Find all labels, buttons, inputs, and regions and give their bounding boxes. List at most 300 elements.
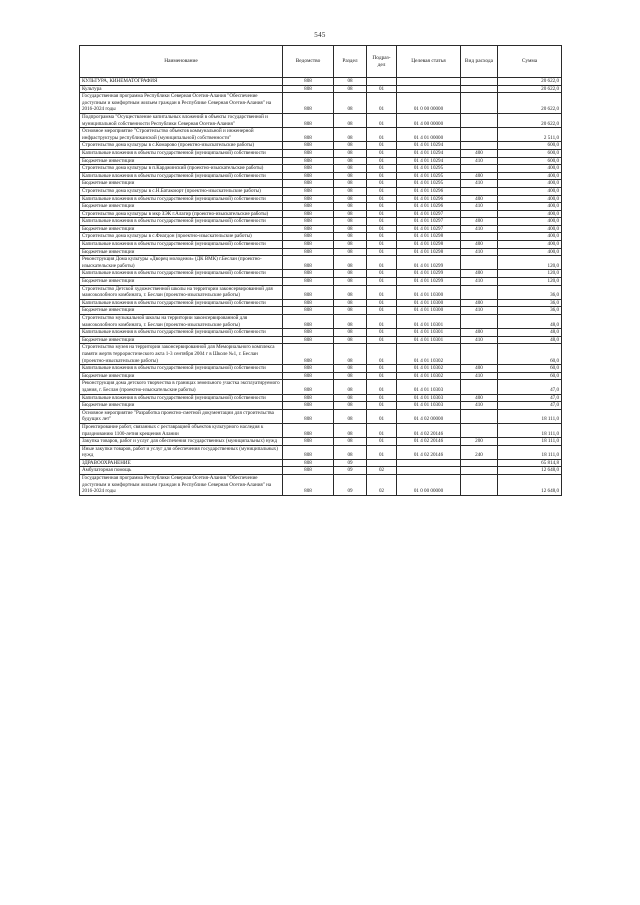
- header-razdel: Раздел: [334, 46, 367, 78]
- table-row: [80, 475, 562, 496]
- cell-target: 01 4 01 10298: [397, 248, 461, 256]
- cell-vedomstvo: 808: [283, 195, 334, 203]
- table-row: [80, 438, 562, 446]
- cell-sum: 600,0: [498, 149, 562, 157]
- cell-podrazdel: 01: [367, 128, 397, 142]
- cell-sum: 36,0: [498, 285, 562, 299]
- cell-name: КУЛЬТУРА, КИНЕМАТОГРАФИЯ: [80, 78, 283, 86]
- cell-target: 01 4 01 10294: [397, 149, 461, 157]
- cell-podrazdel: 01: [367, 180, 397, 188]
- table-row: [80, 467, 562, 475]
- cell-target: 01 4 01 10302: [397, 365, 461, 373]
- cell-razdel: 08: [334, 278, 367, 286]
- cell-sum: 48,0: [498, 329, 562, 337]
- cell-target: 01 4 01 10294: [397, 157, 461, 165]
- cell-razdel: 08: [334, 218, 367, 226]
- cell-name: Подпрограмма "Осуществление капитальных вложений в объекты государственной и муниципальной собственности Республики Северная Осетия-Алания": [80, 113, 283, 127]
- cell-sum: 120,0: [498, 278, 562, 286]
- cell-vedomstvo: 808: [283, 475, 334, 496]
- cell-podrazdel: 01: [367, 210, 397, 218]
- cell-sum: 20 622,0: [498, 85, 562, 93]
- cell-podrazdel: 01: [367, 445, 397, 459]
- cell-name: Капитальные вложения в объекты государственной (муниципальной) собственности: [80, 149, 283, 157]
- cell-vid: 410: [461, 248, 498, 256]
- cell-target: 01 4 01 10303: [397, 394, 461, 402]
- cell-target: [397, 78, 461, 86]
- cell-target: 01 4 01 10301: [397, 329, 461, 337]
- cell-sum: 20 622,0: [498, 78, 562, 86]
- cell-razdel: 08: [334, 149, 367, 157]
- table-row: [80, 299, 562, 307]
- page-number: 545: [314, 31, 326, 39]
- cell-vedomstvo: 808: [283, 225, 334, 233]
- cell-podrazdel: [367, 459, 397, 467]
- cell-name: Реконструкция дома детского творчества в границах земельного участка эксплуатируемого здания, г. Беслан (проектно-изыскательские работы): [80, 380, 283, 394]
- table-row: [80, 128, 562, 142]
- table-row: [80, 402, 562, 410]
- cell-podrazdel: 01: [367, 172, 397, 180]
- cell-sum: 400,0: [498, 172, 562, 180]
- cell-vid: 410: [461, 278, 498, 286]
- table-row: [80, 336, 562, 344]
- cell-sum: 20 622,0: [498, 113, 562, 127]
- cell-razdel: 08: [334, 256, 367, 270]
- cell-vid: 410: [461, 225, 498, 233]
- cell-name: Реконструкция Дома культуры «Дворец молодежи» (ДК ВМК) г.Беслан (проектно-изыскательские работы): [80, 256, 283, 270]
- cell-podrazdel: 02: [367, 467, 397, 475]
- cell-vid: [461, 467, 498, 475]
- cell-sum: 18 111,0: [498, 423, 562, 437]
- cell-sum: 12 648,0: [498, 475, 562, 496]
- cell-vid: 400: [461, 329, 498, 337]
- cell-vid: 200: [461, 438, 498, 446]
- table-row: [80, 149, 562, 157]
- cell-target: 01 4 01 10303: [397, 402, 461, 410]
- cell-razdel: 08: [334, 365, 367, 373]
- cell-vid: [461, 187, 498, 195]
- cell-vid: 400: [461, 299, 498, 307]
- cell-sum: 18 111,0: [498, 409, 562, 423]
- cell-vid: [461, 85, 498, 93]
- cell-razdel: 08: [334, 195, 367, 203]
- table-row: [80, 315, 562, 329]
- cell-podrazdel: 01: [367, 299, 397, 307]
- cell-sum: 12 648,0: [498, 467, 562, 475]
- cell-target: 01 4 01 10296: [397, 203, 461, 211]
- cell-vid: 400: [461, 218, 498, 226]
- cell-name: Строительство дома культуры в с.Фиагдон (проектно-изыскательские работы): [80, 233, 283, 241]
- cell-vedomstvo: 808: [283, 409, 334, 423]
- table-row: [80, 278, 562, 286]
- cell-name: Бюджетные инвестиции: [80, 157, 283, 165]
- cell-vedomstvo: 808: [283, 218, 334, 226]
- table-row: [80, 270, 562, 278]
- cell-target: 01 0 00 00000: [397, 475, 461, 496]
- cell-name: Капитальные вложения в объекты государственной (муниципальной) собственности: [80, 329, 283, 337]
- cell-podrazdel: 01: [367, 409, 397, 423]
- header-name: Наименование: [80, 46, 283, 78]
- cell-sum: 18 111,0: [498, 438, 562, 446]
- cell-target: 01 4 01 10299: [397, 278, 461, 286]
- cell-vedomstvo: 808: [283, 467, 334, 475]
- cell-sum: 48,0: [498, 336, 562, 344]
- cell-vid: 400: [461, 365, 498, 373]
- cell-vedomstvo: 808: [283, 315, 334, 329]
- cell-vedomstvo: 808: [283, 459, 334, 467]
- cell-name: Государственная программа Республики Северная Осетия-Алания "Обеспечение доступным и комфортным жильем граждан в Республике Северная Осетия-Алания" на 2016-2024 годы: [80, 93, 283, 114]
- cell-sum: 120,0: [498, 256, 562, 270]
- cell-sum: 400,0: [498, 225, 562, 233]
- cell-sum: 400,0: [498, 218, 562, 226]
- cell-vedomstvo: 808: [283, 187, 334, 195]
- cell-vid: [461, 380, 498, 394]
- cell-name: Капитальные вложения в объекты государственной (муниципальной) собственности: [80, 241, 283, 249]
- cell-sum: 400,0: [498, 165, 562, 173]
- cell-vid: 240: [461, 445, 498, 459]
- cell-vedomstvo: 808: [283, 142, 334, 150]
- table-row: [80, 445, 562, 459]
- table-row: [80, 241, 562, 249]
- cell-vid: 400: [461, 149, 498, 157]
- cell-target: 01 4 01 10302: [397, 372, 461, 380]
- cell-podrazdel: 01: [367, 307, 397, 315]
- cell-razdel: 08: [334, 285, 367, 299]
- cell-name: Иные закупки товаров, работ и услуг для обеспечения государственных (муниципальных) нужд: [80, 445, 283, 459]
- cell-razdel: 08: [334, 172, 367, 180]
- cell-podrazdel: 01: [367, 113, 397, 127]
- cell-name: Капитальные вложения в объекты государственной (муниципальной) собственности: [80, 270, 283, 278]
- table-row: [80, 423, 562, 437]
- cell-vedomstvo: 808: [283, 365, 334, 373]
- cell-vedomstvo: 808: [283, 285, 334, 299]
- cell-name: Бюджетные инвестиции: [80, 225, 283, 233]
- cell-target: 01 4 01 10295: [397, 165, 461, 173]
- table-row: [80, 225, 562, 233]
- table-row: [80, 210, 562, 218]
- cell-target: 01 4 01 10295: [397, 180, 461, 188]
- header-podrazdel: Подраз-дел: [367, 46, 397, 78]
- header-sum: Сумма: [498, 46, 562, 78]
- table-row: [80, 142, 562, 150]
- cell-vid: 400: [461, 241, 498, 249]
- cell-sum: 400,0: [498, 203, 562, 211]
- cell-sum: 400,0: [498, 233, 562, 241]
- cell-vedomstvo: 808: [283, 344, 334, 365]
- cell-name: Строительство дома культуры в с.Комарово (проектно-изыскательские работы): [80, 142, 283, 150]
- cell-vid: [461, 142, 498, 150]
- cell-podrazdel: 01: [367, 336, 397, 344]
- table-row: [80, 394, 562, 402]
- cell-sum: 400,0: [498, 210, 562, 218]
- cell-podrazdel: 01: [367, 195, 397, 203]
- table-row: [80, 256, 562, 270]
- cell-vedomstvo: 808: [283, 180, 334, 188]
- table-row: [80, 195, 562, 203]
- cell-sum: 600,0: [498, 142, 562, 150]
- cell-name: Амбулаторная помощь: [80, 467, 283, 475]
- cell-target: 01 4 01 10300: [397, 285, 461, 299]
- cell-vedomstvo: 808: [283, 149, 334, 157]
- cell-podrazdel: 02: [367, 475, 397, 496]
- table-row: [80, 459, 562, 467]
- cell-podrazdel: 01: [367, 438, 397, 446]
- cell-vedomstvo: 808: [283, 241, 334, 249]
- cell-vedomstvo: 808: [283, 165, 334, 173]
- cell-razdel: 08: [334, 78, 367, 86]
- cell-podrazdel: 01: [367, 241, 397, 249]
- cell-podrazdel: 01: [367, 233, 397, 241]
- cell-vid: [461, 344, 498, 365]
- cell-target: [397, 459, 461, 467]
- cell-razdel: 08: [334, 409, 367, 423]
- cell-sum: 60,0: [498, 344, 562, 365]
- cell-razdel: 08: [334, 380, 367, 394]
- cell-podrazdel: 01: [367, 315, 397, 329]
- cell-podrazdel: 01: [367, 157, 397, 165]
- cell-razdel: 08: [334, 165, 367, 173]
- cell-sum: 60,0: [498, 372, 562, 380]
- cell-podrazdel: 01: [367, 278, 397, 286]
- cell-vid: 410: [461, 307, 498, 315]
- cell-name: Бюджетные инвестиции: [80, 336, 283, 344]
- cell-vid: [461, 128, 498, 142]
- cell-sum: 20 622,0: [498, 93, 562, 114]
- cell-podrazdel: 01: [367, 142, 397, 150]
- table-row: [80, 329, 562, 337]
- cell-razdel: 08: [334, 241, 367, 249]
- cell-podrazdel: 01: [367, 85, 397, 93]
- cell-razdel: 08: [334, 85, 367, 93]
- cell-target: 01 4 01 10298: [397, 233, 461, 241]
- cell-sum: 18 111,0: [498, 445, 562, 459]
- table-row: [80, 233, 562, 241]
- cell-target: 01 4 01 10301: [397, 315, 461, 329]
- table-row: [80, 78, 562, 86]
- cell-vedomstvo: 808: [283, 85, 334, 93]
- cell-razdel: 08: [334, 180, 367, 188]
- cell-vid: 400: [461, 394, 498, 402]
- cell-vedomstvo: 808: [283, 93, 334, 114]
- cell-razdel: 08: [334, 402, 367, 410]
- cell-vid: [461, 285, 498, 299]
- table-row: [80, 113, 562, 127]
- cell-vid: 410: [461, 372, 498, 380]
- cell-razdel: 08: [334, 423, 367, 437]
- cell-vid: 410: [461, 180, 498, 188]
- cell-name: Бюджетные инвестиции: [80, 203, 283, 211]
- cell-razdel: 08: [334, 307, 367, 315]
- cell-sum: 65 814,8: [498, 459, 562, 467]
- cell-name: Капитальные вложения в объекты государственной (муниципальной) собственности: [80, 299, 283, 307]
- cell-podrazdel: 01: [367, 329, 397, 337]
- cell-podrazdel: 01: [367, 402, 397, 410]
- cell-razdel: 08: [334, 128, 367, 142]
- header-target: Целевая статья: [397, 46, 461, 78]
- cell-name: Основное мероприятие "Строительство объектов коммунальной и инженерной инфраструктуры республиканской (муниципальной) собственности": [80, 128, 283, 142]
- cell-vid: [461, 210, 498, 218]
- cell-sum: 2 511,0: [498, 128, 562, 142]
- table-header-row: [80, 46, 562, 78]
- cell-podrazdel: 01: [367, 423, 397, 437]
- cell-podrazdel: 01: [367, 93, 397, 114]
- cell-razdel: 08: [334, 233, 367, 241]
- table-row: [80, 187, 562, 195]
- cell-vid: 400: [461, 172, 498, 180]
- table-row: [80, 165, 562, 173]
- cell-vedomstvo: 808: [283, 336, 334, 344]
- cell-name: Государственная программа Республики Северная Осетия-Алания "Обеспечение доступным и комфортным жильем граждан в Республике Северная Осетия-Алания" на 2016-2024 годы: [80, 475, 283, 496]
- cell-name: Строительство музея на территории законсервированной для Мемориального комплекса памяти жертв террористического акта 1-3 сентября 2004 г в Школе №1, г. Беслан (проектно-изыскательские работы): [80, 344, 283, 365]
- cell-razdel: 08: [334, 187, 367, 195]
- cell-target: 01 4 01 10298: [397, 241, 461, 249]
- cell-vedomstvo: 808: [283, 172, 334, 180]
- cell-vedomstvo: 808: [283, 256, 334, 270]
- header-vid: Вид расхода: [461, 46, 498, 78]
- cell-vedomstvo: 808: [283, 445, 334, 459]
- cell-vid: [461, 315, 498, 329]
- cell-target: 01 4 01 00000: [397, 128, 461, 142]
- table-row: [80, 248, 562, 256]
- cell-target: 01 4 01 10302: [397, 344, 461, 365]
- cell-vid: 410: [461, 402, 498, 410]
- cell-sum: 400,0: [498, 248, 562, 256]
- table-row: [80, 372, 562, 380]
- cell-sum: 47,0: [498, 402, 562, 410]
- cell-target: 01 4 01 10300: [397, 299, 461, 307]
- cell-vid: [461, 459, 498, 467]
- table-row: [80, 218, 562, 226]
- header-vedomstvo: Ведомство: [283, 46, 334, 78]
- table-row: [80, 365, 562, 373]
- cell-podrazdel: [367, 78, 397, 86]
- cell-name: Проектирование работ, связанных с реставрацией объектов культурного наследия к празднованию 1100-летия крещения Алании: [80, 423, 283, 437]
- cell-vid: 410: [461, 336, 498, 344]
- cell-podrazdel: 01: [367, 365, 397, 373]
- cell-target: 01 4 01 10295: [397, 172, 461, 180]
- cell-name: Строительство дома культуры в с.Н.Батакоюрт (проектно-изыскательские работы): [80, 187, 283, 195]
- cell-podrazdel: 01: [367, 165, 397, 173]
- cell-vid: 410: [461, 203, 498, 211]
- cell-razdel: 08: [334, 315, 367, 329]
- cell-vid: [461, 78, 498, 86]
- cell-razdel: 08: [334, 329, 367, 337]
- cell-target: 01 4 00 00000: [397, 113, 461, 127]
- cell-name: Культура: [80, 85, 283, 93]
- cell-podrazdel: 01: [367, 372, 397, 380]
- cell-target: 01 0 00 00000: [397, 93, 461, 114]
- cell-vedomstvo: 808: [283, 329, 334, 337]
- cell-name: Бюджетные инвестиции: [80, 307, 283, 315]
- cell-target: 01 4 01 10303: [397, 380, 461, 394]
- cell-podrazdel: 01: [367, 149, 397, 157]
- cell-vid: [461, 93, 498, 114]
- cell-vid: [461, 113, 498, 127]
- table-row: [80, 203, 562, 211]
- cell-razdel: 08: [334, 270, 367, 278]
- cell-razdel: 08: [334, 248, 367, 256]
- cell-target: 01 4 01 10297: [397, 218, 461, 226]
- cell-target: 01 4 01 10294: [397, 142, 461, 150]
- cell-target: 01 4 01 10300: [397, 307, 461, 315]
- cell-vid: [461, 409, 498, 423]
- cell-razdel: 08: [334, 445, 367, 459]
- cell-sum: 400,0: [498, 180, 562, 188]
- cell-name: Капитальные вложения в объекты государственной (муниципальной) собственности: [80, 365, 283, 373]
- budget-table: [79, 45, 562, 496]
- cell-name: Бюджетные инвестиции: [80, 180, 283, 188]
- cell-vid: [461, 233, 498, 241]
- cell-vedomstvo: 808: [283, 278, 334, 286]
- cell-podrazdel: 01: [367, 344, 397, 365]
- cell-vid: [461, 475, 498, 496]
- cell-name: Основное мероприятие "Разработка проектно-сметной документации для строительства будущих лет": [80, 409, 283, 423]
- cell-sum: 47,0: [498, 380, 562, 394]
- cell-vedomstvo: 808: [283, 394, 334, 402]
- cell-name: Строительство музыкальной школы на территории законсервированной для маисоколобного комбината, г. Беслан (проектно-изыскательские работы): [80, 315, 283, 329]
- table-row: [80, 85, 562, 93]
- cell-vid: 400: [461, 195, 498, 203]
- cell-vedomstvo: 808: [283, 423, 334, 437]
- cell-vedomstvo: 808: [283, 248, 334, 256]
- cell-razdel: 09: [334, 467, 367, 475]
- cell-name: ЗДРАВООХРАНЕНИЕ: [80, 459, 283, 467]
- cell-name: Капитальные вложения в объекты государственной (муниципальной) собственности: [80, 172, 283, 180]
- cell-sum: 36,0: [498, 307, 562, 315]
- cell-vedomstvo: 808: [283, 307, 334, 315]
- cell-razdel: 08: [334, 210, 367, 218]
- cell-vid: [461, 256, 498, 270]
- table-row: [80, 93, 562, 114]
- cell-vid: 400: [461, 270, 498, 278]
- cell-sum: 48,0: [498, 315, 562, 329]
- table-row: [80, 180, 562, 188]
- cell-vid: [461, 165, 498, 173]
- cell-sum: 600,0: [498, 157, 562, 165]
- table-row: [80, 380, 562, 394]
- cell-target: 01 4 01 10296: [397, 195, 461, 203]
- cell-vid: [461, 423, 498, 437]
- cell-vedomstvo: 808: [283, 402, 334, 410]
- cell-vedomstvo: 808: [283, 372, 334, 380]
- cell-target: 01 4 02 20146: [397, 445, 461, 459]
- cell-razdel: 08: [334, 225, 367, 233]
- cell-vedomstvo: 808: [283, 233, 334, 241]
- cell-podrazdel: 01: [367, 218, 397, 226]
- cell-vedomstvo: 808: [283, 157, 334, 165]
- cell-name: Бюджетные инвестиции: [80, 278, 283, 286]
- cell-name: Капитальные вложения в объекты государственной (муниципальной) собственности: [80, 218, 283, 226]
- cell-vedomstvo: 808: [283, 128, 334, 142]
- cell-vedomstvo: 808: [283, 270, 334, 278]
- cell-target: 01 4 02 20146: [397, 438, 461, 446]
- cell-target: 01 4 01 10297: [397, 225, 461, 233]
- table-row: [80, 157, 562, 165]
- cell-vedomstvo: 808: [283, 203, 334, 211]
- cell-name: Строительство дома культуры в п.Карджинский (проектно-изыскательские работы): [80, 165, 283, 173]
- cell-razdel: 09: [334, 459, 367, 467]
- cell-name: Капитальные вложения в объекты государственной (муниципальной) собственности: [80, 195, 283, 203]
- cell-target: 01 4 01 10299: [397, 256, 461, 270]
- cell-podrazdel: 01: [367, 285, 397, 299]
- cell-podrazdel: 01: [367, 225, 397, 233]
- cell-name: Бюджетные инвестиции: [80, 372, 283, 380]
- table-row: [80, 172, 562, 180]
- cell-razdel: 08: [334, 299, 367, 307]
- cell-razdel: 08: [334, 438, 367, 446]
- table-row: [80, 307, 562, 315]
- cell-razdel: 08: [334, 372, 367, 380]
- cell-target: 01 4 01 10299: [397, 270, 461, 278]
